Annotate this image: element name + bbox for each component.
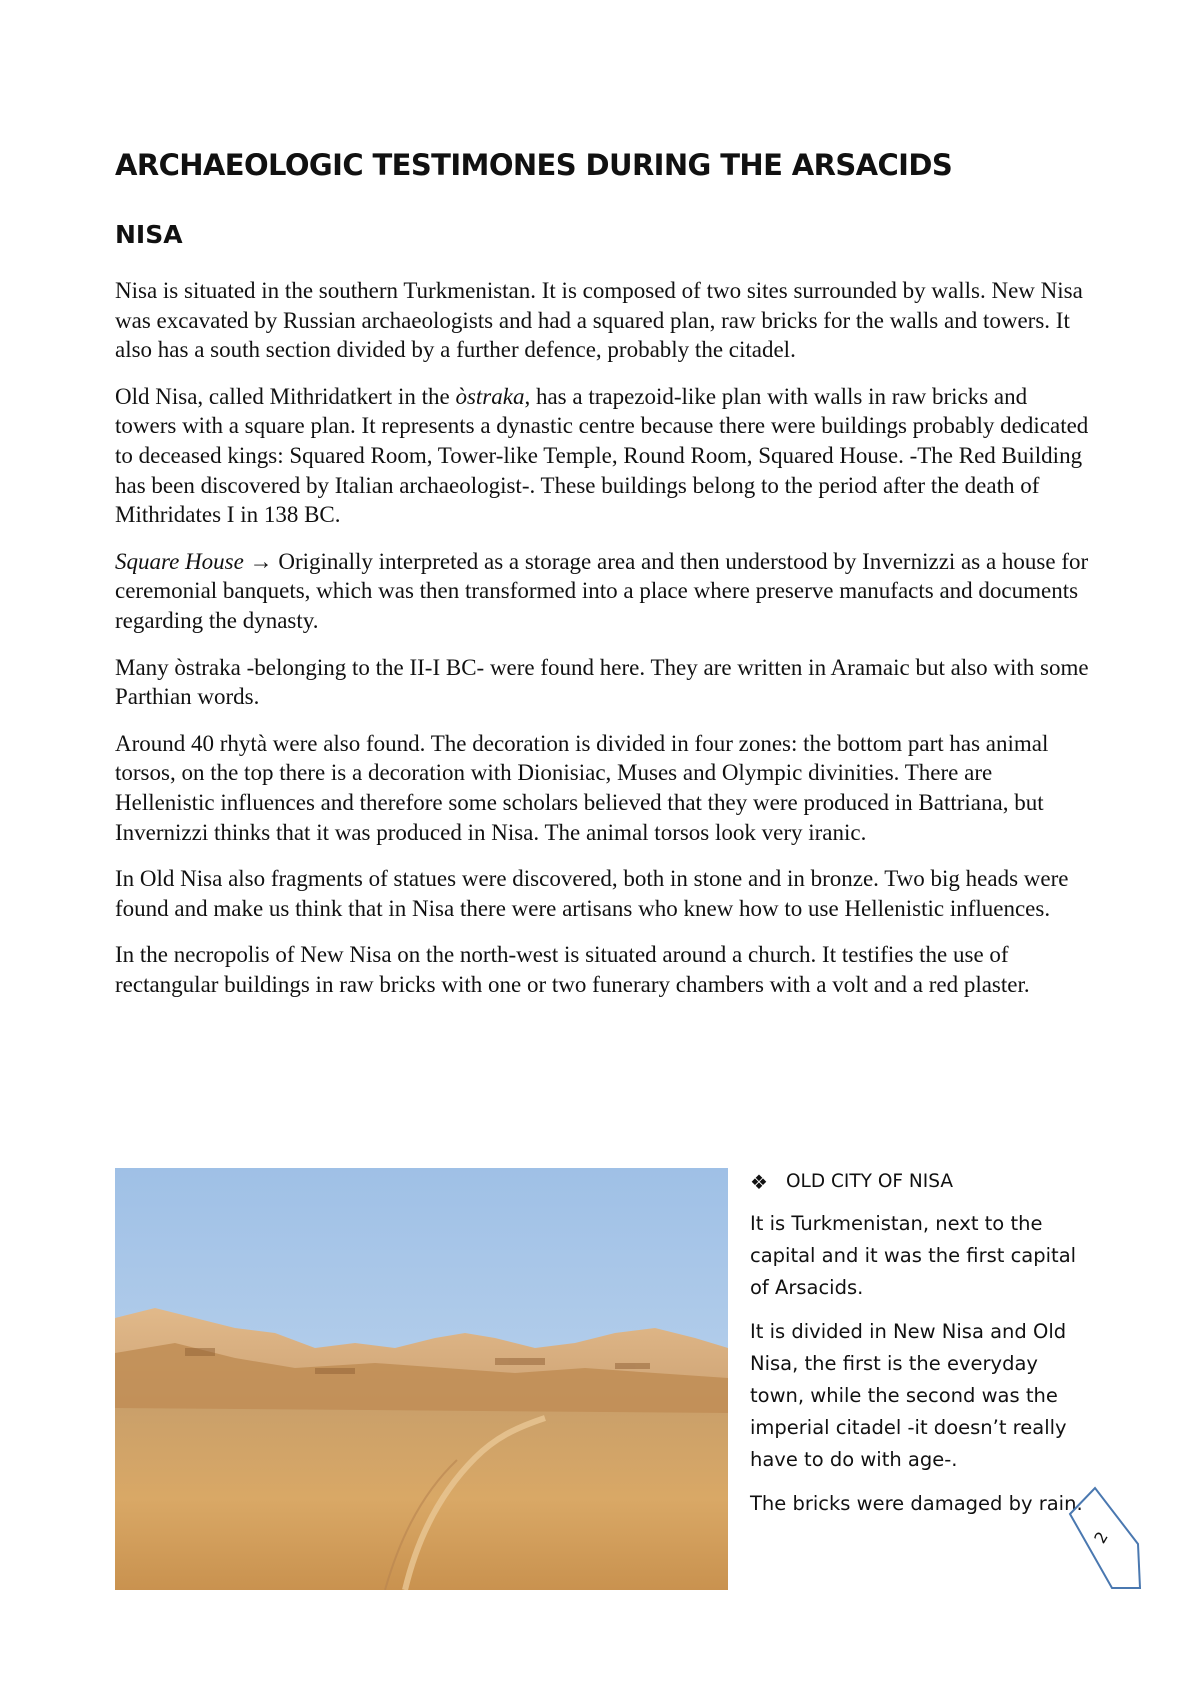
paragraph-rhyta: Around 40 rhytà were also found. The decoration is divided in four zones: the bottom part has animal torsos, on the top there is a decoration with Dionisiac, Muses and Olympic divinities. There are Hellenistic influences and therefore some scholars believed that they were produced in Battriana, but Invernizzi thinks that it was produced in Nisa. The animal torsos look very iranic. bbox=[115, 730, 1049, 845]
diamond-bullet-icon: ❖ bbox=[750, 1170, 768, 1194]
paragraph-intro: Nisa is situated in the southern Turkmenistan. It is composed of two sites surrounded by walls. New Nisa was excavated by Russian archaeologists and had a squared plan, raw bricks for the walls and towers. It also has a south section divided by a further defence, probably the citadel. bbox=[115, 278, 1083, 363]
note-paragraph: It is divided in New Nisa and Old Nisa, the first is the everyday town, while the second was the imperial citadel -it doesn’t really have to do with age-. bbox=[750, 1320, 1067, 1471]
paragraph-old-nisa bbox=[115, 382, 1090, 530]
body-text bbox=[115, 276, 1090, 1016]
text-run: Originally interpreted as a storage area and then understood by Invernizzi as a house for ceremonial banquets, which was then transformed into a place where preserve manufacts and documents regarding the dynasty. bbox=[115, 548, 1089, 633]
note-heading-text: OLD CITY OF NISA bbox=[786, 1171, 953, 1192]
text-run: Old Nisa, called Mithridatkert in the bbox=[115, 383, 456, 409]
italic-term: Square House bbox=[115, 548, 244, 574]
nisa-ruins-photo bbox=[115, 1168, 728, 1590]
arrow-icon: → bbox=[243, 548, 279, 574]
paragraph-ostraka: Many òstraka -belonging to the II-I BC- were found here. They are written in Aramaic but also with some Parthian words. bbox=[115, 654, 1089, 710]
paragraph-square-house bbox=[115, 547, 1090, 636]
text-run: , has a trapezoid-like plan with walls in raw bricks and towers with a square plan. It represents a dynastic centre because there were buildings probably dedicated to deceased kings: Squared Room, Tower-like Temple, Round Room, Squared House. -The Red Building has been discovered by Italian archaeologist-. These buildings belong to the period after the death of Mithridates I in 138 BC. bbox=[115, 383, 1089, 528]
paragraph-necropolis: In the necropolis of New Nisa on the north-west is situated around a church. It testifies the use of rectangular buildings in raw bricks with one or two funerary chambers with a volt and a red plaster. bbox=[115, 942, 1030, 997]
note-paragraph: It is Turkmenistan, next to the capital and it was the first capital of Arsacids. bbox=[750, 1212, 1077, 1299]
section-heading: NISA bbox=[115, 220, 183, 249]
photo-illustration bbox=[115, 1168, 728, 1590]
page-title: ARCHAEOLOGIC TESTIMONES DURING THE ARSACIDS bbox=[115, 148, 953, 182]
italic-term: òstraka bbox=[455, 383, 525, 409]
page-number: 2 bbox=[1090, 1528, 1112, 1547]
note-heading bbox=[750, 1166, 1095, 1198]
paragraph-statues: In Old Nisa also fragments of statues were discovered, both in stone and in bronze. Two big heads were found and make us think that in Nisa there were artisans who knew how to use Hellenistic influences. bbox=[115, 866, 1069, 921]
note-paragraph: The bricks were damaged by rain. bbox=[750, 1492, 1083, 1515]
sidebar-note bbox=[750, 1166, 1095, 1532]
